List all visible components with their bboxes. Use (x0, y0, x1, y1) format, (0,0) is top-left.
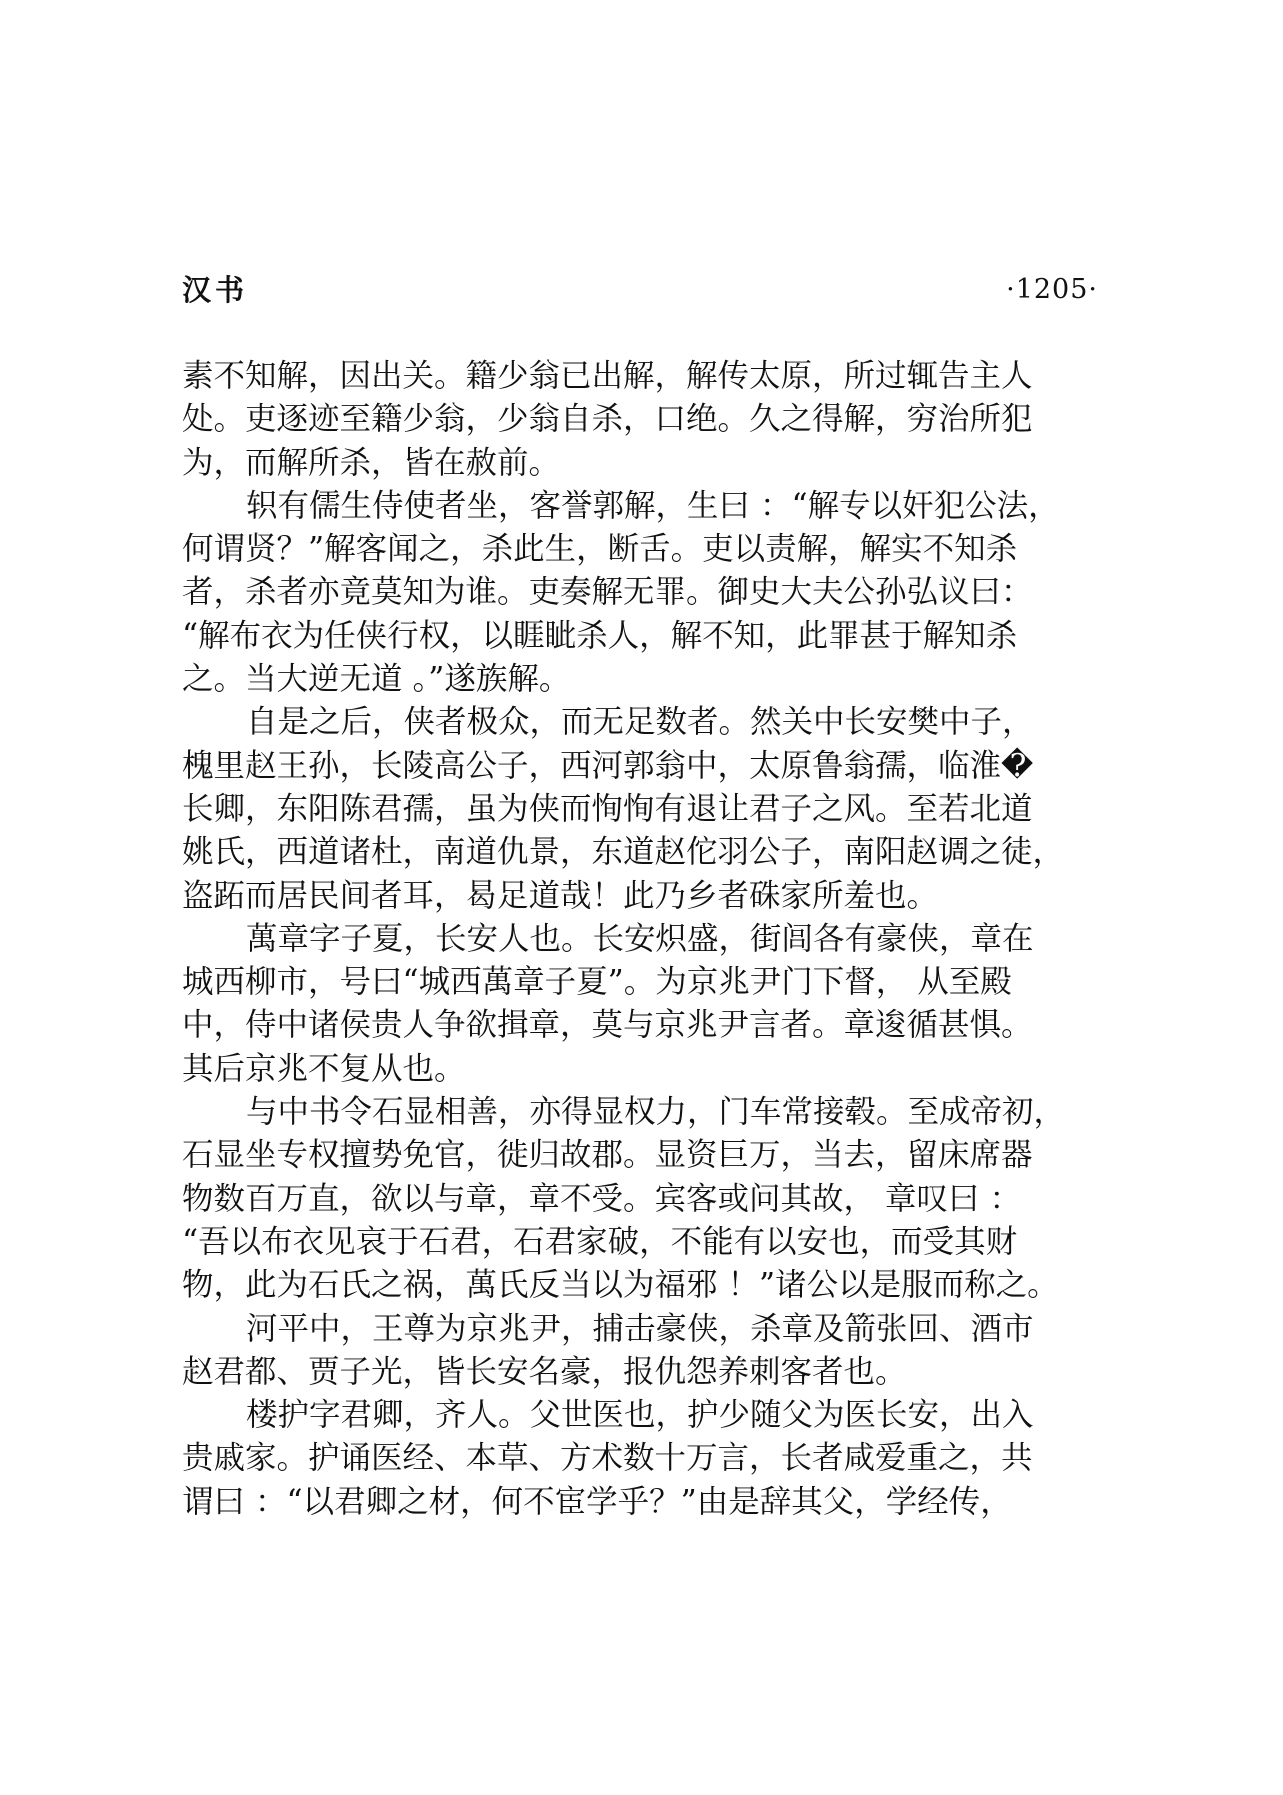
text-line: “解布衣为任侠行权，以睚眦杀人，解不知，此罪甚于解知杀 (182, 617, 1018, 654)
text-line: 贵戚家。护诵医经、本草、方术数十万言，长者咸爱重之，共 (182, 1440, 1033, 1477)
text-line: 城西柳市，号曰“城西萬章子夏”。为京兆尹门下督， 从至殿 (182, 964, 1012, 1001)
text-line: 盗跖而居民间者耳，曷足道哉！此乃乡者硃家所羞也。 (182, 877, 939, 914)
text-line: 物数百万直，欲以与章，章不受。宾客或问其故， 章叹曰 ： (182, 1180, 1022, 1217)
text-line: 赵君都、贾子光，皆长安名豪，报仇怨养刺客者也。 (182, 1353, 907, 1390)
text-line: 中，侍中诸侯贵人争欲揖章，莫与京兆尹言者。章逡循甚惧。 (182, 1007, 1033, 1044)
text-line: 其后京兆不复从也。 (182, 1050, 466, 1087)
text-line: 为，而解所杀，皆在赦前。 (182, 444, 561, 481)
text-line: 何谓贤？”解客闻之，杀此生，断舌。吏以责解，解实不知杀 (182, 531, 1018, 568)
text-line: 谓曰 ：“以君卿之材，何不宦学乎？”由是辞其父，学经传， (182, 1483, 1012, 1520)
text-line: 石显坐专权擅势免官，徙归故郡。显资巨万，当去，留床席器 (182, 1137, 1033, 1174)
text-line: 者，杀者亦竟莫知为谁。吏奏解无罪。御史大夫公孙弘议曰： (182, 574, 1033, 611)
text-line: 自是之后，侠者极众，而无足数者。然关中长安樊中子， (246, 704, 1034, 741)
text-line: 姚氏，西道诸杜，南道仇景，东道赵佗羽公子，南阳赵调之徒， (182, 834, 1065, 871)
book-title: 汉书 (182, 273, 249, 307)
text-line: 处。吏逐迹至籍少翁，少翁自杀，口绝。久之得解，穷治所犯 (182, 401, 1033, 438)
text-line: 之。当大逆无道 。”遂族解。 (182, 661, 571, 698)
text-line: 素不知解，因出关。籍少翁已出解，解传太原，所过辄告主人 (182, 358, 1033, 394)
body-text (182, 355, 1098, 1524)
text-line: 河平中，王尊为京兆尹，捕击豪侠，杀章及箭张回、酒市 (246, 1310, 1034, 1347)
text-line: “吾以布衣见哀于石君，石君家破，不能有以安也，而受其财 (182, 1223, 1018, 1260)
text-line: 楼护字君卿，齐人。父世医也，护少随父为医长安，出入 (246, 1397, 1034, 1434)
text-line: 槐里赵王孙，长陵高公子，西河郭翁中，太原鲁翁孺，临淮� (182, 747, 1034, 784)
text-line: 与中书令石显相善，亦得显权力，门车常接毂。至成帝初， (246, 1094, 1066, 1131)
text-line: 萬章字子夏，长安人也。长安炽盛，街闾各有豪侠，章在 (246, 920, 1034, 957)
text-line: 轵有儒生侍使者坐，客誉郭解，生曰 ：“解专以奸犯公法， (246, 487, 1060, 524)
page-header (182, 268, 1098, 312)
text-line: 长卿，东阳陈君孺，虽为侠而恂恂有退让君子之风。至若北道 (182, 790, 1033, 827)
text-line: 物，此为石氏之祸，萬氏反当以为福邪 ！”诸公以是服而称之。 (182, 1267, 1059, 1304)
page-number: ·1205· (1006, 274, 1098, 305)
